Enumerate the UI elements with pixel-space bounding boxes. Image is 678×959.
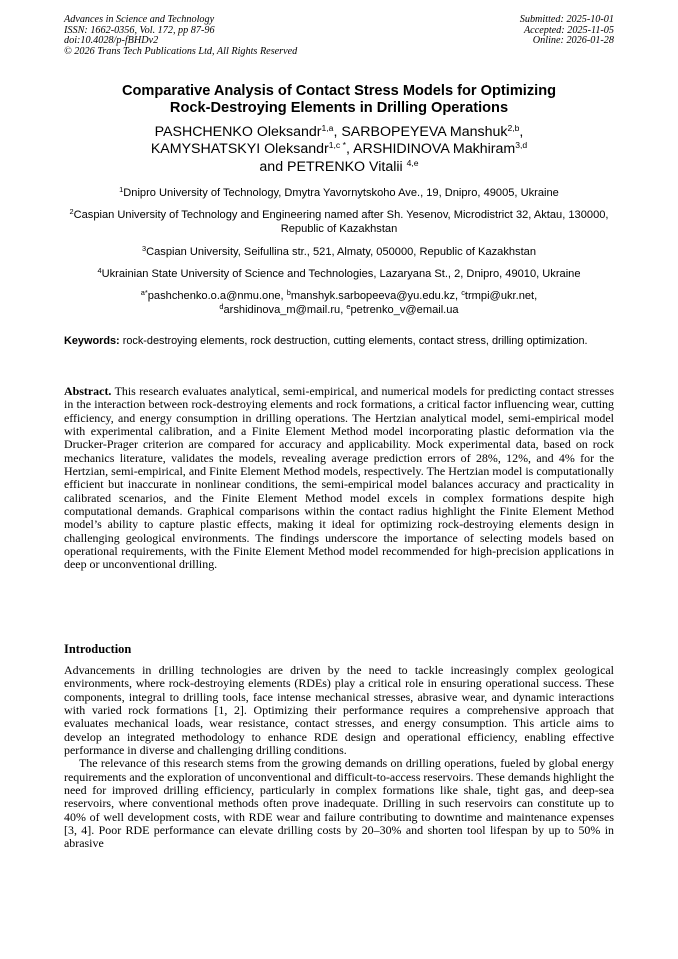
affiliation-3 [60, 245, 618, 259]
email-sup: c [461, 288, 465, 298]
affiliation-sup: 4 [97, 265, 102, 275]
email-list [60, 289, 618, 317]
abstract-text: This research evaluates analytical, semi-empirical, and numerical models for predicting contact stresses in the interaction between rock-destroying elements and rock formations, a critical factor influencing wear, cutting efficiency, and energy consumption in drilling operations. The Hertzian analytical model, semi-empirical model with experimental calibration, and a Finite Element Method model incorporating plastic deformation via the Drucker-Prager criterion are compared for accuracy and applicability. Mock experimental data, based on rock mechanics literature, validates the models, revealing average prediction errors of 28%, 12%, and 4% for the Hertzian, semi-empirical, and Finite Element Method models, respectively. The Hertzian model is computationally efficient but inaccurate in nonlinear conditions, the semi-empirical model balances accuracy and practicality in calibrated scenarios, and the Finite Element Method model excels in complex formations despite high computational demands. Graphical comparisons within the contact radius highlight the Finite Element Method model’s ability to capture plastic effects, making it ideal for optimizing rock-destroying elements design in challenging geological environments. The findings underscore the importance of selecting models based on operational requirements, with the Finite Element Method model recommended for high-precision applications in deep or unconventional drilling. [64, 384, 614, 572]
author-separator: , [519, 124, 524, 140]
email-sup: b [286, 288, 291, 298]
email-link[interactable]: petrenko_v@email.ua [350, 304, 459, 317]
affiliation-text: Dnipro University of Technology, Dmytra Yavornytskoho Ave., 19, Dnipro, 49005, Ukraine [123, 187, 559, 199]
affiliation-sup: 1 [119, 185, 124, 194]
journal-doi[interactable]: doi:10.4028/p-fBHDv2 [64, 35, 159, 47]
author-line-1 [64, 124, 614, 141]
email-link[interactable]: pashchenko.o.a@nmu.one, [147, 290, 287, 303]
journal-header [64, 15, 297, 57]
author-separator: , [345, 141, 354, 158]
affiliation-text: Ukrainian State University of Science and Technologies, Lazaryana St., 2, Dnipro, 49010, Ukraine [101, 267, 581, 280]
abstract-label: Abstract. [64, 384, 112, 398]
author-sup: 1,a [321, 123, 334, 133]
affiliations [60, 186, 618, 325]
author-name: SARBOPEYEVA Manshuk [341, 124, 508, 140]
email-sup: d [219, 302, 224, 312]
affiliation-text: Caspian University, Seifullina str., 521, Almaty, 050000, Republic of Kazakhstan [146, 245, 537, 258]
affiliation-4 [60, 267, 618, 281]
submitted-date: Submitted: 2025-10-01 [519, 14, 614, 25]
affiliation-sup: 3 [141, 243, 147, 253]
journal-issn: ISSN: 1662-0356, Vol. 172, pp 87-96 [64, 24, 215, 36]
author-line-3 [64, 159, 614, 176]
journal-name: Advances in Science and Technology [64, 14, 215, 25]
affiliation-sup: 2 [69, 207, 74, 217]
affiliation-1 [60, 186, 618, 200]
email-link[interactable]: trmpi@ukr.net, [464, 290, 538, 303]
email-sup: e [346, 302, 351, 312]
keywords-label: Keywords: [64, 335, 120, 347]
author-conjunction: and [259, 158, 288, 175]
author-name: PETRENKO Vitalii [287, 158, 407, 175]
author-line-2 [64, 141, 614, 158]
email-link[interactable]: manshyk.sarbopeeva@yu.edu.kz, [290, 290, 462, 303]
paragraph: The relevance of this research stems from the growing demands on drilling operations, fueled by global energy requirements and the exploration of unconventional and difficult-to-access reservoirs. These demands highlight the need for improved drilling efficiency, particularly in complex formations like shale, tight gas, and deep-sea reservoirs, where conventional methods often prove inadequate. Drilling in such reservoirs can constitute up to 40% of well development costs, with RDE wear and failure contributing to downtime and maintenance expenses [3, 4]. Poor RDE performance can elevate drilling costs by 20–30% and shorten tool lifespan by up to 50% in abrasive [64, 756, 614, 851]
email-sup: a* [140, 288, 148, 298]
title-line-1: Comparative Analysis of Contact Stress Models for Optimizing [121, 83, 557, 99]
abstract [64, 385, 614, 572]
journal-copyright: © 2026 Trans Tech Publications Ltd, All Rights Reserved [64, 45, 298, 57]
affiliation-text: Caspian University of Technology and Engineering named after Sh. Yesenov, Microdistrict 32, Aktau, 130000, Republic of Kazakhstan [73, 209, 609, 236]
dates-header [520, 15, 614, 47]
keywords [64, 335, 614, 349]
author-name: ARSHIDINOVA Makhiram [353, 141, 516, 158]
author-name: PASHCHENKO Oleksandr [154, 124, 322, 140]
affiliation-2 [60, 208, 618, 236]
title-line-2: Rock-Destroying Elements in Drilling Operations [169, 100, 509, 116]
author-separator: , [333, 124, 342, 140]
section-heading-introduction: Introduction [64, 642, 132, 656]
email-line-1 [141, 290, 537, 302]
email-link[interactable]: arshidinova_m@mail.ru, [223, 304, 347, 317]
email-line-2 [219, 304, 458, 316]
paragraph: Advancements in drilling technologies are driven by the need to tackle increasingly complex geological environments, where rock-destroying elements (RDEs) play a critical role in ensuring operational success. These components, integral to drilling tools, face intense mechanical stresses, abrasive wear, and dynamic interactions with varied rock formations [1, 2]. Optimizing their performance requires a comprehensive approach that evaluates mechanical loads, wear resistance, contact stresses, and energy consumption. This article aims to develop an integrated methodology to enhance RDE design and operational efficiency, enabling effective performance in diverse and challenging drilling conditions. [64, 663, 614, 758]
keywords-text: rock-destroying elements, rock destruction, cutting elements, contact stress, drilling optimization. [119, 335, 588, 347]
author-list [64, 124, 614, 176]
author-sup: 3,d [515, 140, 528, 151]
paper-title [64, 83, 614, 117]
introduction-body [64, 664, 614, 851]
accepted-date: Accepted: 2025-11-05 [523, 24, 614, 36]
author-sup: 2,b [507, 123, 520, 133]
author-sup: 4,e [406, 157, 419, 168]
author-sup: 1,c * [328, 140, 346, 151]
author-name: KAMYSHATSKYI Oleksandr [150, 141, 329, 158]
online-date: Online: 2026-01-28 [532, 35, 614, 47]
